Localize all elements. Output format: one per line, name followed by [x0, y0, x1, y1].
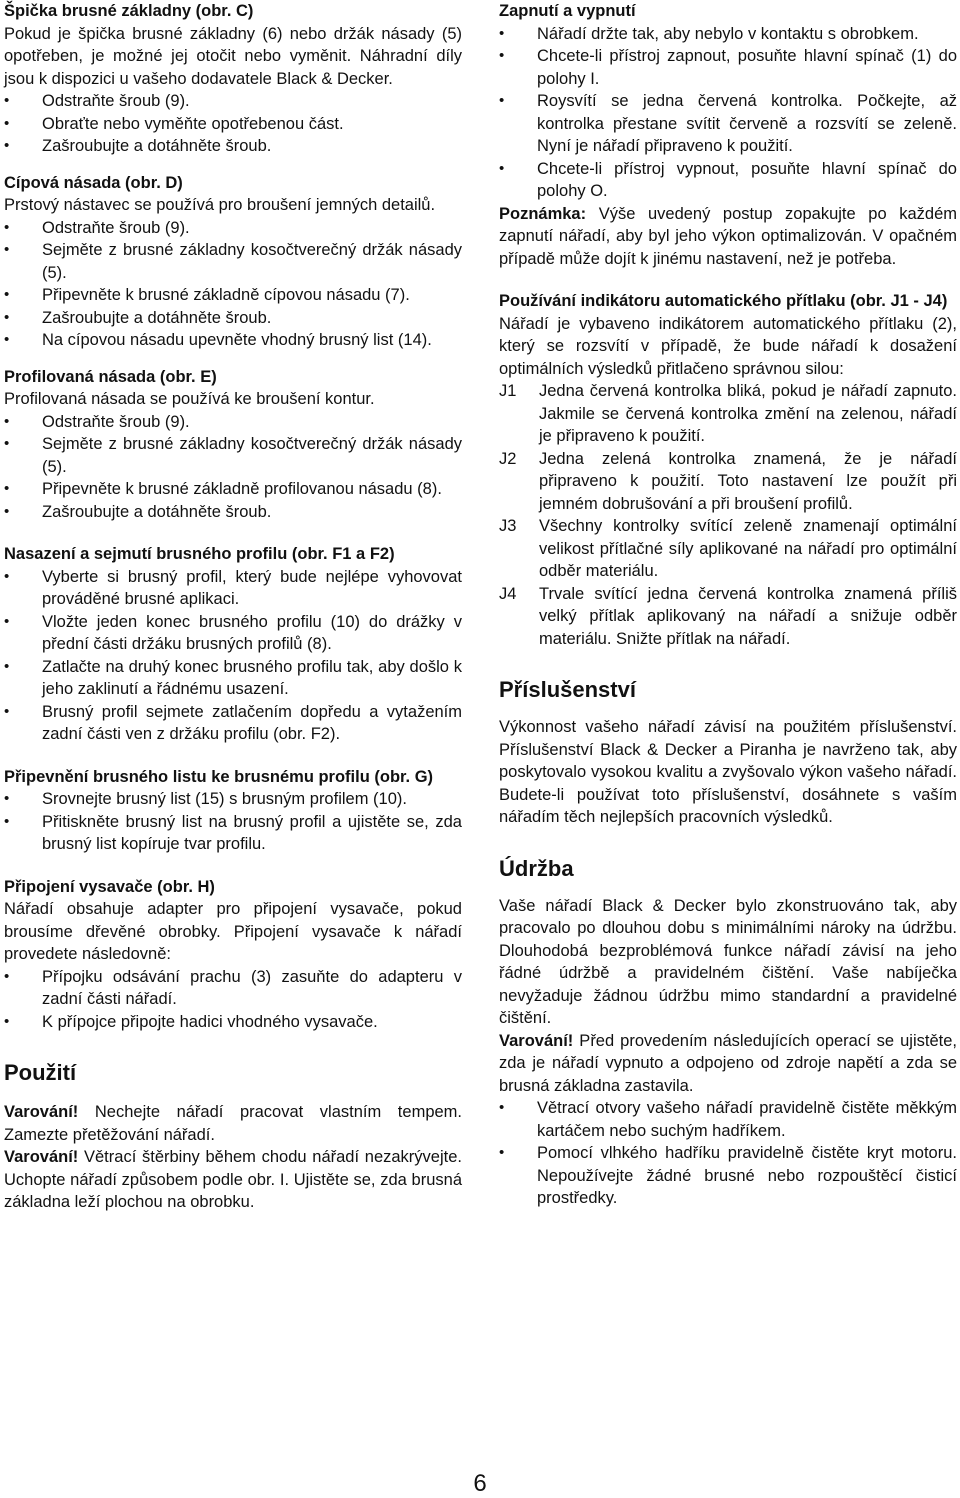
list-item	[499, 380, 957, 448]
list-vysavac	[4, 966, 462, 1034]
paragraph-indikator-intro: Nářadí je vybaveno indikátorem automatického přítlaku (2), který se rozsvítí v případě, že bude nářadí k dosažení optimálních výsledků přitlačeno správnou silou:	[499, 314, 957, 378]
paragraph-udrzba-warning	[499, 1030, 957, 1098]
heading-pouziti: Použití	[4, 1060, 77, 1085]
item-text: Jedna zelená kontrolka znamená, že je nářadí připraveno k použití. Toto nastavení lze použít při jemném dobrušování a při broušení profilů.	[539, 449, 957, 513]
item-number: J1	[499, 382, 517, 400]
paragraph-vysavac-intro: Nářadí obsahuje adapter pro připojení vysavače, pokud brousíme dřevěné obrobky. Připojení vysavače k nářadí provedete následovně:	[4, 900, 462, 963]
item-number: J4	[499, 584, 517, 603]
list-item: • Sejměte z brusné základny kosočtverečný držák násady (5).	[4, 433, 462, 478]
list-item: • Přípojku odsávání prachu (3) zasuňte do adapteru v zadní části nářadí.	[4, 966, 462, 1011]
left-column	[4, 0, 462, 1214]
note-text: Výše uvedený postup zopakujte po každém zapnutí nářadí, aby byl jeho výkon optimalizován. V opačném případě může dojít k jinému nastavení, než je potřeba.	[499, 204, 957, 268]
list-item: • Chcete-li přístroj vypnout, posuňte hlavní spínač do polohy O.	[499, 158, 957, 203]
list-item	[499, 515, 957, 583]
list-item: • Odstraňte šroub (9).	[4, 217, 462, 240]
paragraph-pouziti-warning-1	[4, 1101, 462, 1146]
section-title-spicka: Špička brusné základny (obr. C)	[4, 2, 254, 20]
warning-text: Nechejte nářadí pracovat vlastním tempem. Zamezte přetěžování nářadí.	[4, 1103, 462, 1144]
paragraph-zapnuti-note	[499, 203, 957, 271]
warning-label: Varování!	[4, 1148, 79, 1166]
list-zapnuti	[499, 23, 957, 203]
section-title-vysavac: Připojení vysavače (obr. H)	[4, 877, 215, 896]
paragraph-cipova-intro: Prstový nástavec se používá pro broušení jemných detailů.	[4, 196, 436, 214]
paragraph-pouziti-warning-2	[4, 1146, 462, 1214]
list-item: • Srovnejte brusný list (15) s brusným profilem (10).	[4, 788, 462, 811]
list-udrzba	[499, 1097, 957, 1210]
list-item: • Chcete-li přístroj zapnout, posuňte hlavní spínač (1) do polohy I.	[499, 45, 957, 90]
paragraph-spicka-intro: Pokud je špička brusné základny (6) nebo držák násady (5) opotřeben, je možné jej otočit nebo vyměnit. Náhradní díly jsou k dispozici u vašeho dodavatele Black & Decker.	[4, 24, 462, 88]
heading-prislusenstvi: Příslušenství	[499, 677, 636, 702]
paragraph-profilovana-intro: Profilovaná násada se používá ke broušení kontur.	[4, 390, 375, 408]
list-item: • Nářadí držte tak, aby nebylo v kontaktu s obrobkem.	[499, 23, 957, 46]
list-item: • Odstraňte šroub (9).	[4, 411, 462, 434]
list-nasazeni	[4, 566, 462, 746]
page-number: 6	[473, 1470, 487, 1497]
warning-label: Varování!	[4, 1103, 79, 1121]
warning-label: Varování!	[499, 1031, 574, 1050]
list-item: • Vložte jeden konec brusného profilu (10) do drážky v přední části držáku brusných profilů (8).	[4, 611, 462, 656]
section-title-pripevneni: Připevnění brusného listu ke brusnému profilu (obr. G)	[4, 767, 434, 786]
warning-text: Před provedením následujících operací se ujistěte, zda je nářadí vypnuto a odpojeno od zdroje napětí a zda se brusná základna zastavila.	[499, 1031, 957, 1095]
item-text: Trvale svítící jedna červená kontrolka znamená příliš velký přítlak aplikovaný na nářadí a snižuje odběr materiálu. Snižte přítlak na nářadí.	[539, 584, 957, 648]
list-spicka	[4, 90, 462, 158]
list-item: • Pomocí vlhkého hadříku pravidelně čistěte kryt motoru. Nepoužívejte žádné brusné nebo rozpouštěcí čisticí prostředky.	[499, 1142, 957, 1210]
list-cipova	[4, 217, 462, 352]
section-title-zapnuti: Zapnutí a vypnutí	[499, 2, 636, 20]
paragraph-prislusenstvi: Výkonnost vašeho nářadí závisí na použitém příslušenství. Příslušenství Black & Decker a Piranha je navrženo tak, aby poskytovalo vysokou kvalitu a zvyšovalo výkon vašeho nářadí. Budete-li používat toto příslušenství, dosáhnete s vaším nářadím těch nejlepších pracovních výsledků.	[499, 718, 957, 826]
list-pripevneni	[4, 788, 462, 856]
list-item: • Zatlačte na druhý konec brusného profilu tak, aby došlo k jeho zaklinutí a řádnému usazení.	[4, 656, 462, 701]
list-item: • Zašroubujte a dotáhněte šroub.	[4, 501, 462, 524]
section-title-profilovana: Profilovaná násada (obr. E)	[4, 367, 217, 386]
warning-text: Větrací štěrbiny během chodu nářadí nezakrývejte. Uchopte nářadí způsobem podle obr. I. Ujistěte se, zda brusná základna leží plochou na obrobku.	[4, 1148, 462, 1211]
item-number: J2	[499, 449, 517, 468]
list-item: • Sejměte z brusné základny kosočtverečný držák násady (5).	[4, 239, 462, 284]
list-profilovana	[4, 411, 462, 524]
list-item: • K přípojce připojte hadici vhodného vysavače.	[4, 1011, 462, 1034]
section-title-nasazeni: Nasazení a sejmutí brusného profilu (obr. F1 a F2)	[4, 545, 395, 563]
list-item	[499, 583, 957, 651]
list-item: • Přitiskněte brusný list na brusný profil a ujistěte se, zda brusný list kopíruje tvar profilu.	[4, 811, 462, 856]
list-item: • Připevněte k brusné základně profilovanou násadu (8).	[4, 478, 462, 501]
list-item: • Na cípovou násadu upevněte vhodný brusný list (14).	[4, 329, 462, 352]
item-number: J3	[499, 517, 517, 535]
list-item: • Větrací otvory vašeho nářadí pravidelně čistěte měkkým kartáčem nebo suchým hadříkem.	[499, 1097, 957, 1142]
list-item: • Brusný profil sejmete zatlačením dopředu a vytažením zadní části ven z držáku profilu (obr. F2).	[4, 701, 462, 746]
section-title-cipova: Cípová násada (obr. D)	[4, 173, 183, 192]
right-column	[499, 0, 957, 1210]
paragraph-udrzba: Vaše nářadí Black & Decker bylo zkonstruováno tak, aby pracovalo po dlouhou dobu s minimálními nároky na údržbu. Dlouhodobá bezproblémová funkce nářadí závisí na jeho řádné údržbě a pravidelném čištění. Vaše nabíječka nevyžaduje žádnou údržbu mimo standardní a pravidelné čištění.	[499, 896, 957, 1027]
list-item	[499, 448, 957, 516]
list-indikator	[499, 380, 957, 650]
heading-udrzba: Údržba	[499, 855, 574, 881]
list-item: • Zašroubujte a dotáhněte šroub.	[4, 307, 462, 330]
item-text: Jedna červená kontrolka bliká, pokud je nářadí zapnuto. Jakmile se červená kontrolka změní na zelenou, nářadí je připraveno k použití.	[539, 382, 957, 445]
item-text: Všechny kontrolky svítící zeleně znamenají optimální velikost přítlačné síly aplikované na nářadí pro optimální odběr materiálu.	[539, 517, 957, 580]
list-item: • Připevněte k brusné základně cípovou násadu (7).	[4, 284, 462, 307]
list-item: • Vyberte si brusný profil, který bude nejlépe vyhovovat prováděné brusné aplikaci.	[4, 566, 462, 611]
list-item: • Roysvítí se jedna červená kontrolka. Počkejte, až kontrolka přestane svítit červeně a rozsvítí se zeleně. Nyní je nářadí připraveno k použití.	[499, 90, 957, 158]
note-label: Poznámka:	[499, 204, 587, 223]
list-item: • Odstraňte šroub (9).	[4, 90, 462, 113]
list-item: • Obraťte nebo vyměňte opotřebenou část.	[4, 113, 462, 136]
section-title-indikator: Používání indikátoru automatického přítlaku (obr. J1 - J4)	[499, 292, 948, 310]
list-item: • Zašroubujte a dotáhněte šroub.	[4, 135, 462, 158]
